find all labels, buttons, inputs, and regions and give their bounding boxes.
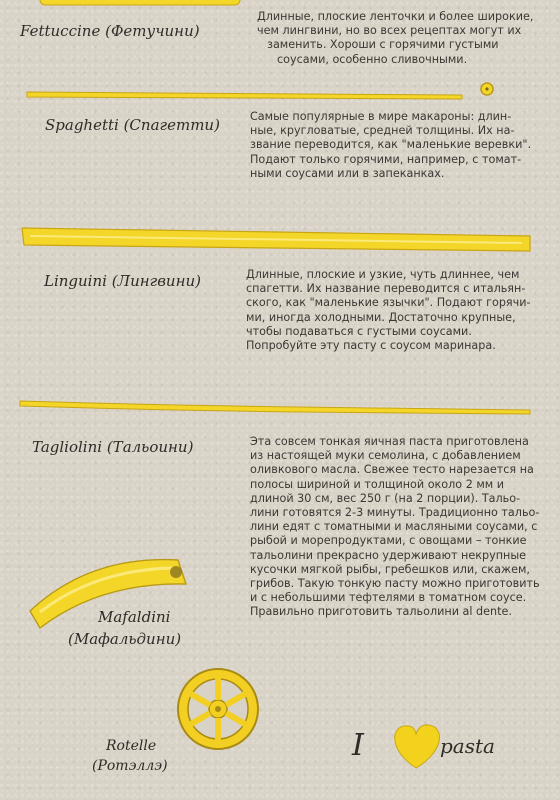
spaghetti-description <box>250 110 531 181</box>
spaghetti-line: Подают только горячими, например, с томат- <box>250 152 522 166</box>
tagliolini-line: рыбой и морепродуктами, с овощами – тонкие <box>250 534 527 548</box>
fettuccine-strip <box>40 0 240 5</box>
spaghetti-strand <box>27 92 462 99</box>
fettuccine-title: Fettuccine (Фетучини) <box>20 22 200 40</box>
spaghetti-line: ные, кругловатые, средней толщины. Их на- <box>250 124 515 138</box>
tagliolini-title: Tagliolini (Тальоини) <box>32 438 194 456</box>
tagliolini-line: и с небольшими тефтелями в томатном соусе. <box>250 591 527 605</box>
tagliolini-line: лини готовятся 2-3 минуты. Традиционно тальо- <box>250 506 540 520</box>
linguini-line: Длинные, плоские и узкие, чуть длиннее, чем <box>246 268 520 281</box>
tagliolini-line: тальолини прекрасно удерживают некрупные <box>250 548 527 562</box>
spaghetti-line: ными соусами или в запеканках. <box>250 166 445 180</box>
mafaldini-subtitle: (Мафальдини) <box>68 630 182 648</box>
fettuccine-line: Длинные, плоские ленточки и более широкие, <box>257 10 534 23</box>
tagliolini-strand <box>20 401 530 414</box>
linguini-line: ского, как "маленькие язычки". Подают горячи- <box>246 296 531 310</box>
tagliolini-line: из настоящей муки семолина, с добавлением <box>250 449 521 463</box>
linguini-line: Попробуйте эту пасту с соусом маринара. <box>246 339 496 353</box>
tagliolini-description <box>250 435 540 620</box>
rotelle-wheel-icon <box>178 669 258 749</box>
fettuccine-description <box>257 10 533 67</box>
linguini-title: Linguini (Лингвини) <box>44 272 201 290</box>
footer-i: I <box>352 728 364 763</box>
tagliolini-line: длиной 30 см, вес 250 г (на 2 порции). Тальо- <box>250 491 521 505</box>
spaghetti-line: звание переводится, как "маленькие веревки". <box>250 138 532 152</box>
rotelle-title: Rotelle <box>106 738 157 754</box>
fettuccine-line: чем лингвини, но во всех рецептах могут их <box>257 24 522 38</box>
mafaldini-title: Mafaldini <box>98 608 171 626</box>
tagliolini-line: кусочки мягкой рыбы, гребешков или, скажем, <box>250 562 530 576</box>
fettuccine-line: заменить. Хороши с горячими густыми <box>267 38 499 52</box>
linguini-line: чтобы подаваться с густыми соусами. <box>246 324 472 338</box>
linguini-line: спагетти. Их название переводится с итальян- <box>246 282 526 296</box>
heart-icon <box>395 725 440 768</box>
linguini-line: ми, иногда холодными. Достаточно крупные, <box>246 310 516 324</box>
spaghetti-line: Самые популярные в мире макароны: длин- <box>250 110 512 123</box>
rotelle-subtitle: (Ротэллэ) <box>92 758 168 774</box>
fettuccine-line: соусами, особенно сливочными. <box>277 52 468 66</box>
tagliolini-line: полосы шириной и толщиной около 2 мм и <box>250 477 505 491</box>
linguini-description <box>246 268 531 353</box>
footer-pasta: pasta <box>440 734 495 758</box>
tagliolini-line: Правильно приготовить тальолини al dente. <box>250 605 512 619</box>
tagliolini-line: грибов. Такую тонкую пасту можно приготовить <box>250 577 540 591</box>
tagliolini-line: лини едят с томатными и масляными соусами, с <box>250 520 538 534</box>
tagliolini-line: Эта совсем тонкая яичная паста приготовлена <box>250 435 529 448</box>
spaghetti-title: Spaghetti (Спагетти) <box>45 116 220 134</box>
tagliolini-line: оливкового масла. Свежее тесто нарезается на <box>250 463 534 477</box>
